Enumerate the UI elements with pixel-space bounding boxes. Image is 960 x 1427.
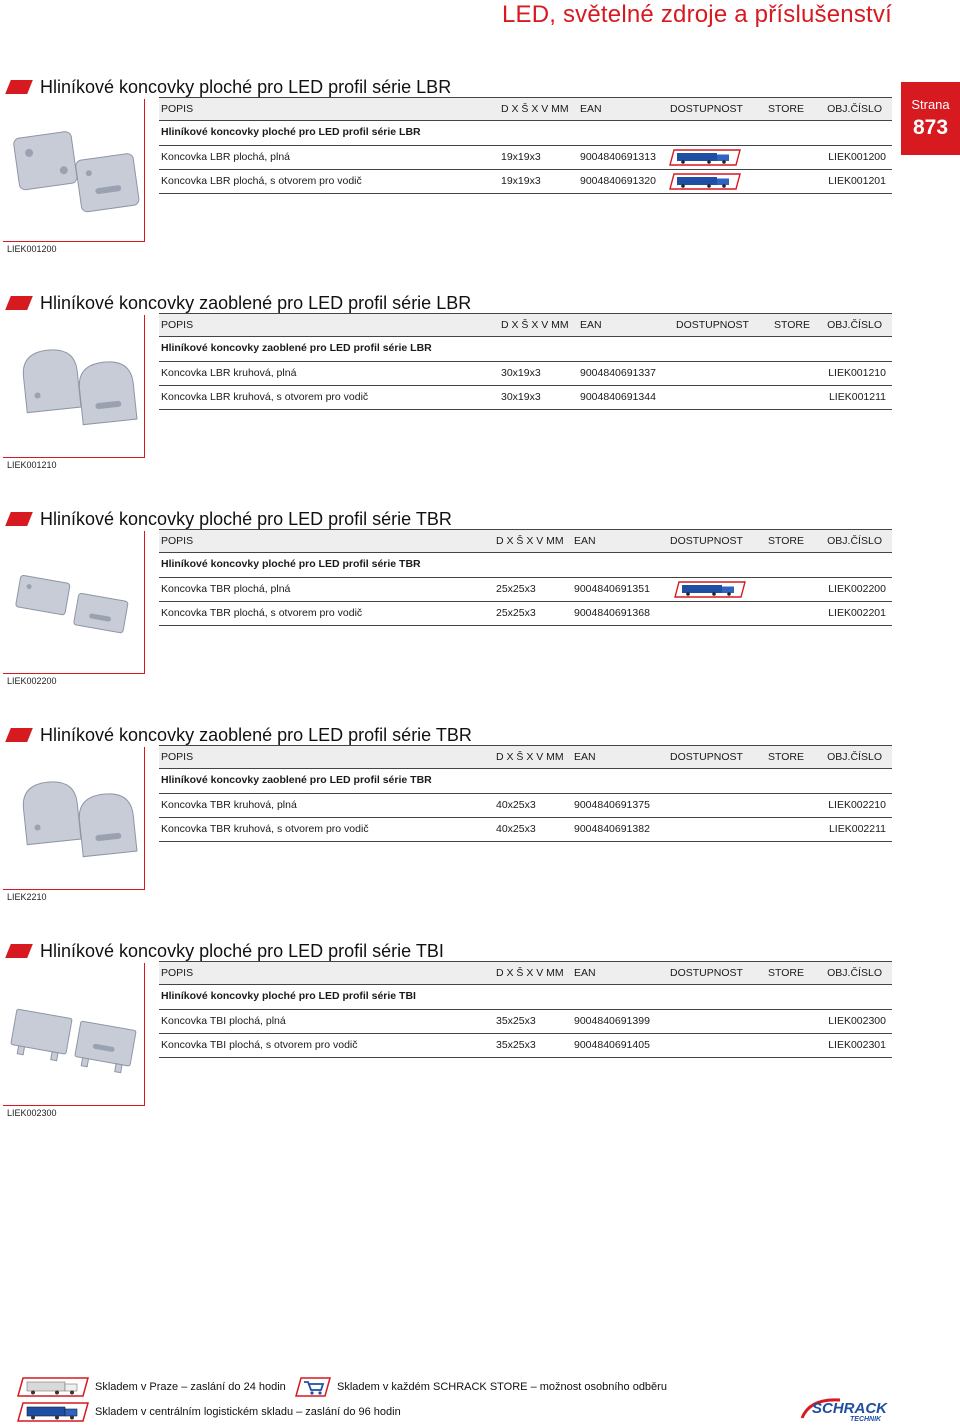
- product-section: [0, 291, 900, 507]
- legend-central-text: Skladem v centrálním logistickém skladu – zaslání do 96 hodin: [95, 1406, 401, 1418]
- section-marker-icon: [5, 80, 33, 94]
- legend-prague-text: Skladem v Praze – zaslání do 24 hodin: [95, 1381, 286, 1393]
- col-availability: DOSTUPNOST: [670, 535, 743, 547]
- table-row: [159, 794, 892, 818]
- product-section: [0, 75, 900, 291]
- section-header: [4, 723, 472, 747]
- end-cap-illustration: [3, 315, 145, 458]
- row-description: Koncovka TBR kruhová, plná: [161, 799, 297, 811]
- row-order-number: LIEK001200: [828, 151, 886, 163]
- product-image-code: LIEK2210: [7, 892, 47, 902]
- row-description: Koncovka TBI plochá, plná: [161, 1015, 286, 1027]
- row-order-number: LIEK002301: [828, 1039, 886, 1051]
- page-number-tab: [901, 82, 960, 155]
- row-dimensions: 35x25x3: [496, 1015, 536, 1027]
- product-image-code: LIEK002300: [7, 1108, 57, 1118]
- table-header-row: [159, 745, 892, 769]
- row-description: Koncovka TBR plochá, s otvorem pro vodič: [161, 607, 363, 619]
- row-order-number: LIEK002200: [828, 583, 886, 595]
- product-image-code: LIEK001200: [7, 244, 57, 254]
- table-group-row: [159, 337, 892, 362]
- section-header: [4, 75, 451, 99]
- row-description: Koncovka LBR plochá, plná: [161, 151, 290, 163]
- product-image: [3, 315, 145, 458]
- table-row: [159, 1034, 892, 1058]
- product-section: [0, 939, 900, 1155]
- product-image: [3, 747, 145, 890]
- col-availability: DOSTUPNOST: [676, 319, 749, 331]
- col-dim: D X Š X V MM: [501, 319, 569, 331]
- product-image: [3, 531, 145, 674]
- row-order-number: LIEK002210: [828, 799, 886, 811]
- table-row: [159, 146, 892, 170]
- product-table: [159, 529, 892, 626]
- row-ean: 9004840691313: [580, 151, 656, 163]
- group-title: Hliníkové koncovky ploché pro LED profil série LBR: [161, 126, 421, 138]
- col-store: STORE: [768, 103, 804, 115]
- section-title: Hliníkové koncovky ploché pro LED profil série TBI: [40, 940, 444, 961]
- col-store: STORE: [768, 751, 804, 763]
- col-ean: EAN: [574, 751, 596, 763]
- col-popis: POPIS: [161, 103, 194, 115]
- row-description: Koncovka TBI plochá, s otvorem pro vodič: [161, 1039, 358, 1051]
- row-ean: 9004840691375: [574, 799, 650, 811]
- col-popis: POPIS: [161, 535, 194, 547]
- table-header-row: [159, 313, 892, 337]
- table-group-row: [159, 985, 892, 1010]
- truck-prague-icon: [17, 1377, 89, 1397]
- end-cap-illustration: [3, 99, 145, 242]
- truck-prague-icon: [674, 581, 746, 598]
- col-availability: DOSTUPNOST: [670, 103, 743, 115]
- table-row: [159, 1010, 892, 1034]
- section-title: Hliníkové koncovky zaoblené pro LED profil série LBR: [40, 292, 472, 313]
- table-group-row: [159, 121, 892, 146]
- col-ean: EAN: [580, 103, 602, 115]
- row-dimensions: 19x19x3: [501, 151, 541, 163]
- row-dimensions: 40x25x3: [496, 799, 536, 811]
- table-row: [159, 602, 892, 626]
- row-description: Koncovka TBR plochá, plná: [161, 583, 291, 595]
- product-table: [159, 97, 892, 194]
- row-ean: 9004840691344: [580, 391, 656, 403]
- product-image-code: LIEK001210: [7, 460, 57, 470]
- col-order-number: OBJ.ČÍSLO: [827, 103, 882, 115]
- col-order-number: OBJ.ČÍSLO: [827, 751, 882, 763]
- group-title: Hliníkové koncovky ploché pro LED profil série TBI: [161, 990, 416, 1002]
- row-order-number: LIEK002201: [828, 607, 886, 619]
- row-description: Koncovka LBR kruhová, plná: [161, 367, 297, 379]
- product-section: [0, 723, 900, 939]
- product-image: [3, 99, 145, 242]
- product-image: [3, 963, 145, 1106]
- product-table: [159, 313, 892, 410]
- table-row: [159, 386, 892, 410]
- cart-store-icon: [295, 1377, 331, 1397]
- group-title: Hliníkové koncovky ploché pro LED profil série TBR: [161, 558, 421, 570]
- row-dimensions: 30x19x3: [501, 391, 541, 403]
- section-header: [4, 507, 452, 531]
- table-header-row: [159, 97, 892, 121]
- row-description: Koncovka TBR kruhová, s otvorem pro vodič: [161, 823, 369, 835]
- row-dimensions: 35x25x3: [496, 1039, 536, 1051]
- row-order-number: LIEK001201: [828, 175, 886, 187]
- col-order-number: OBJ.ČÍSLO: [827, 967, 882, 979]
- truck-prague-icon: [669, 149, 741, 166]
- legend-central: [17, 1402, 401, 1422]
- section-marker-icon: [5, 728, 33, 742]
- product-table: [159, 961, 892, 1058]
- section-marker-icon: [5, 944, 33, 958]
- row-dimensions: 25x25x3: [496, 583, 536, 595]
- end-cap-illustration: [3, 963, 145, 1106]
- legend-prague: [17, 1377, 286, 1397]
- col-dim: D X Š X V MM: [501, 103, 569, 115]
- product-section: [0, 507, 900, 723]
- schrack-logo: [800, 1396, 892, 1427]
- table-group-row: [159, 769, 892, 794]
- page-tab-number: 873: [912, 116, 949, 139]
- table-row: [159, 818, 892, 842]
- legend-store-text: Skladem v každém SCHRACK STORE – možnost osobního odběru: [337, 1381, 667, 1393]
- col-order-number: OBJ.ČÍSLO: [827, 535, 882, 547]
- page-tab-label: Strana: [911, 97, 950, 112]
- col-dim: D X Š X V MM: [496, 535, 564, 547]
- row-order-number: LIEK001210: [828, 367, 886, 379]
- section-header: [4, 291, 471, 315]
- row-order-number: LIEK002300: [828, 1015, 886, 1027]
- col-store: STORE: [774, 319, 810, 331]
- col-ean: EAN: [574, 967, 596, 979]
- section-title: Hliníkové koncovky ploché pro LED profil série TBR: [40, 508, 452, 529]
- row-ean: 9004840691405: [574, 1039, 650, 1051]
- table-header-row: [159, 529, 892, 553]
- row-ean: 9004840691382: [574, 823, 650, 835]
- row-order-number: LIEK001211: [828, 391, 886, 403]
- col-order-number: OBJ.ČÍSLO: [827, 319, 882, 331]
- row-dimensions: 30x19x3: [501, 367, 541, 379]
- row-ean: 9004840691368: [574, 607, 650, 619]
- col-popis: POPIS: [161, 751, 194, 763]
- svg-text:TECHNIK: TECHNIK: [850, 1416, 882, 1422]
- col-dim: D X Š X V MM: [496, 967, 564, 979]
- col-availability: DOSTUPNOST: [670, 967, 743, 979]
- col-popis: POPIS: [161, 967, 194, 979]
- row-description: Koncovka LBR plochá, s otvorem pro vodič: [161, 175, 362, 187]
- row-dimensions: 19x19x3: [501, 175, 541, 187]
- section-title: Hliníkové koncovky ploché pro LED profil série LBR: [40, 76, 452, 97]
- table-group-row: [159, 553, 892, 578]
- page-title: LED, světelné zdroje a příslušenství: [501, 1, 892, 28]
- col-dim: D X Š X V MM: [496, 751, 564, 763]
- row-ean: 9004840691399: [574, 1015, 650, 1027]
- row-ean: 9004840691351: [574, 583, 650, 595]
- table-row: [159, 578, 892, 602]
- table-row: [159, 362, 892, 386]
- row-description: Koncovka LBR kruhová, s otvorem pro vodič: [161, 391, 369, 403]
- col-store: STORE: [768, 535, 804, 547]
- row-dimensions: 25x25x3: [496, 607, 536, 619]
- group-title: Hliníkové koncovky zaoblené pro LED profil série LBR: [161, 342, 432, 354]
- col-store: STORE: [768, 967, 804, 979]
- end-cap-illustration: [3, 747, 145, 890]
- section-marker-icon: [5, 512, 33, 526]
- truck-central-icon: [17, 1402, 89, 1422]
- col-ean: EAN: [580, 319, 602, 331]
- end-cap-illustration: [3, 531, 145, 674]
- truck-prague-icon: [669, 173, 741, 190]
- col-availability: DOSTUPNOST: [670, 751, 743, 763]
- section-title: Hliníkové koncovky zaoblené pro LED profil série TBR: [40, 724, 472, 745]
- section-header: [4, 939, 444, 963]
- table-header-row: [159, 961, 892, 985]
- row-ean: 9004840691320: [580, 175, 656, 187]
- svg-text:SCHRACK: SCHRACK: [812, 1400, 887, 1417]
- schrack-logo-mark: [800, 1396, 892, 1422]
- row-dimensions: 40x25x3: [496, 823, 536, 835]
- legend-store: [295, 1377, 667, 1397]
- group-title: Hliníkové koncovky zaoblené pro LED profil série TBR: [161, 774, 432, 786]
- footer-legend: [0, 1370, 960, 1427]
- col-popis: POPIS: [161, 319, 194, 331]
- product-table: [159, 745, 892, 842]
- col-ean: EAN: [574, 535, 596, 547]
- section-marker-icon: [5, 296, 33, 310]
- table-row: [159, 170, 892, 194]
- row-ean: 9004840691337: [580, 367, 656, 379]
- product-image-code: LIEK002200: [7, 676, 57, 686]
- row-order-number: LIEK002211: [828, 823, 886, 835]
